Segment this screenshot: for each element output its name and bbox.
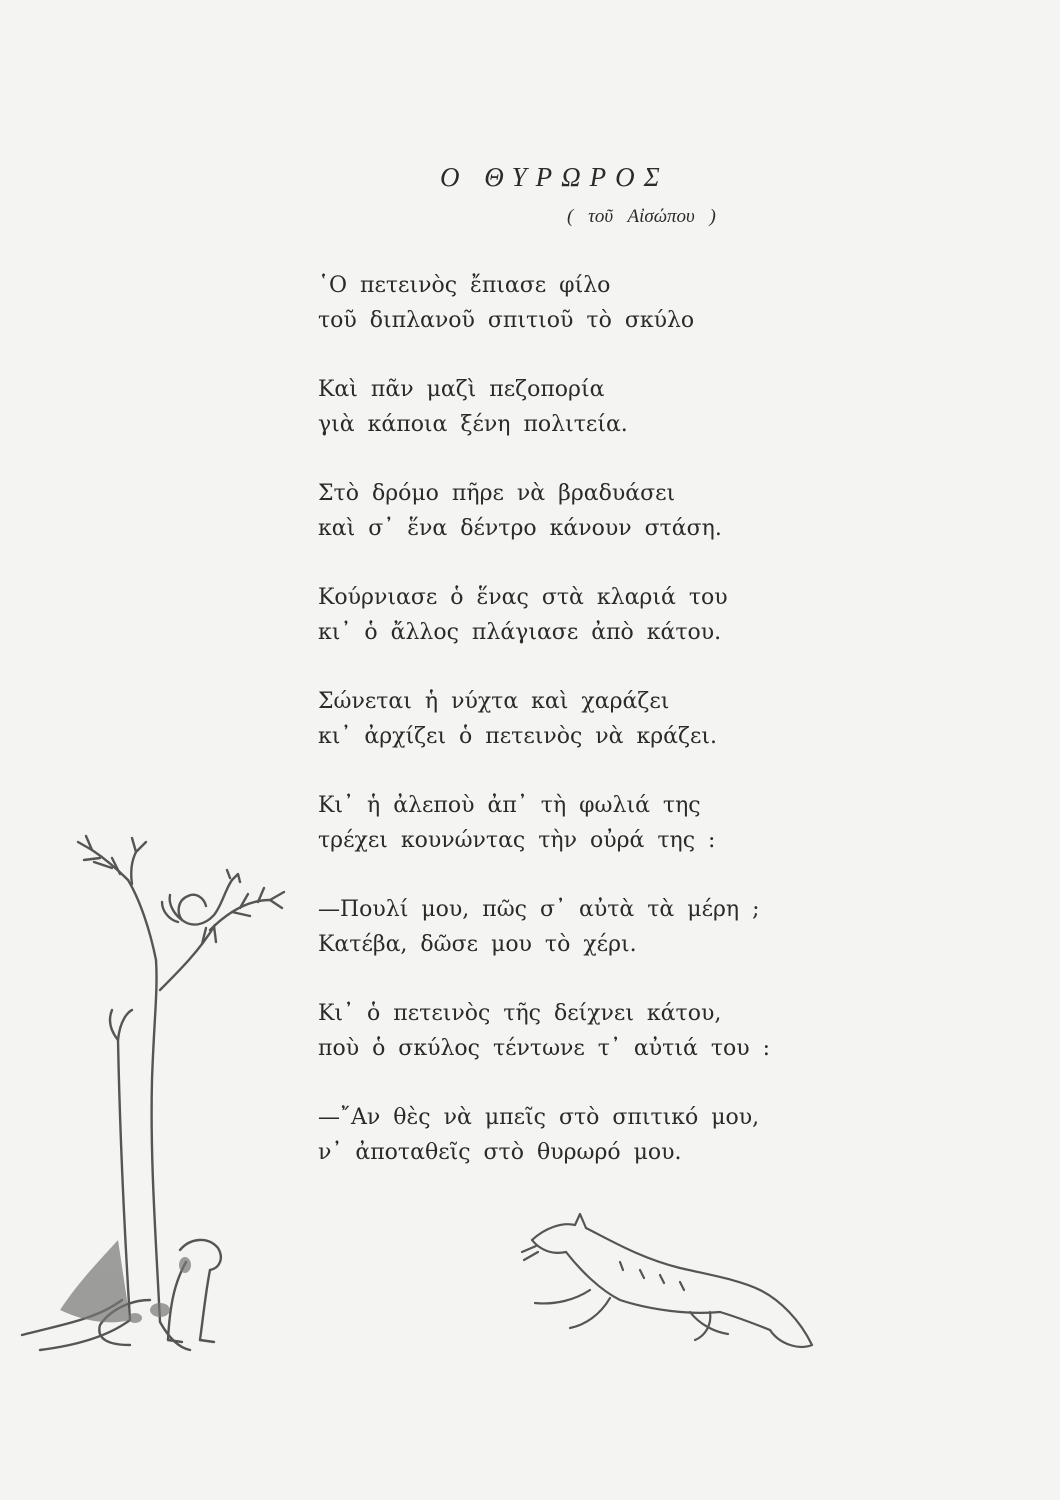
poem-line: κι᾽ ὁ ἄλλος πλάγιασε ἀπὸ κάτου. — [318, 620, 722, 645]
poem-line: καὶ σ᾽ ἕνα δέντρο κάνουν στάση. — [318, 516, 722, 541]
poem-line: Κούρνιασε ὁ ἕνας στὰ κλαριά του — [318, 585, 728, 610]
poem-line: κι᾽ ἀρχίζει ὁ πετεινὸς νὰ κράζει. — [318, 724, 717, 749]
poem-line: ν᾽ ἀποταθεῖς στὸ θυρωρό μου. — [318, 1140, 682, 1165]
poem-line: —Πουλί μου, πῶς σ᾽ αὐτὰ τὰ μέρη ; — [318, 897, 760, 922]
poem-line: —῎Αν θὲς νὰ μπεῖς στὸ σπιτικό μου, — [318, 1105, 760, 1130]
poem-line: τρέχει κουνώντας τὴν οὐρά της : — [318, 828, 716, 853]
poem-line: ποὺ ὁ σκύλος τέντωνε τ᾽ αὐτιά του : — [318, 1036, 771, 1061]
poem-line: Κατέβα, δῶσε μου τὸ χέρι. — [318, 932, 637, 957]
poem-line: ῾Ο πετεινὸς ἔπιασε φίλο — [318, 273, 611, 298]
poem-line: Κι᾽ ὁ πετεινὸς τῆς δείχνει κάτου, — [318, 1001, 722, 1026]
poem-line: Σώνεται ἡ νύχτα καὶ χαράζει — [318, 689, 670, 714]
poem-attribution: ( τοῦ Αἰσώπου ) — [567, 206, 716, 227]
poem-title: Ο ΘΥΡΩΡΟΣ — [440, 162, 669, 192]
poem-line: γιὰ κάποια ξένη πολιτεία. — [318, 412, 628, 437]
poem-line: τοῦ διπλανοῦ σπιτιοῦ τὸ σκύλο — [318, 308, 695, 333]
poem-line: Κι᾽ ἡ ἀλεποὺ ἀπ᾽ τὴ φωλιά της — [318, 793, 701, 818]
poem-line: Καὶ πᾶν μαζὶ πεζοπορία — [318, 377, 605, 402]
poem-line: Στὸ δρόμο πῆρε νὰ βραδυάσει — [318, 481, 676, 506]
